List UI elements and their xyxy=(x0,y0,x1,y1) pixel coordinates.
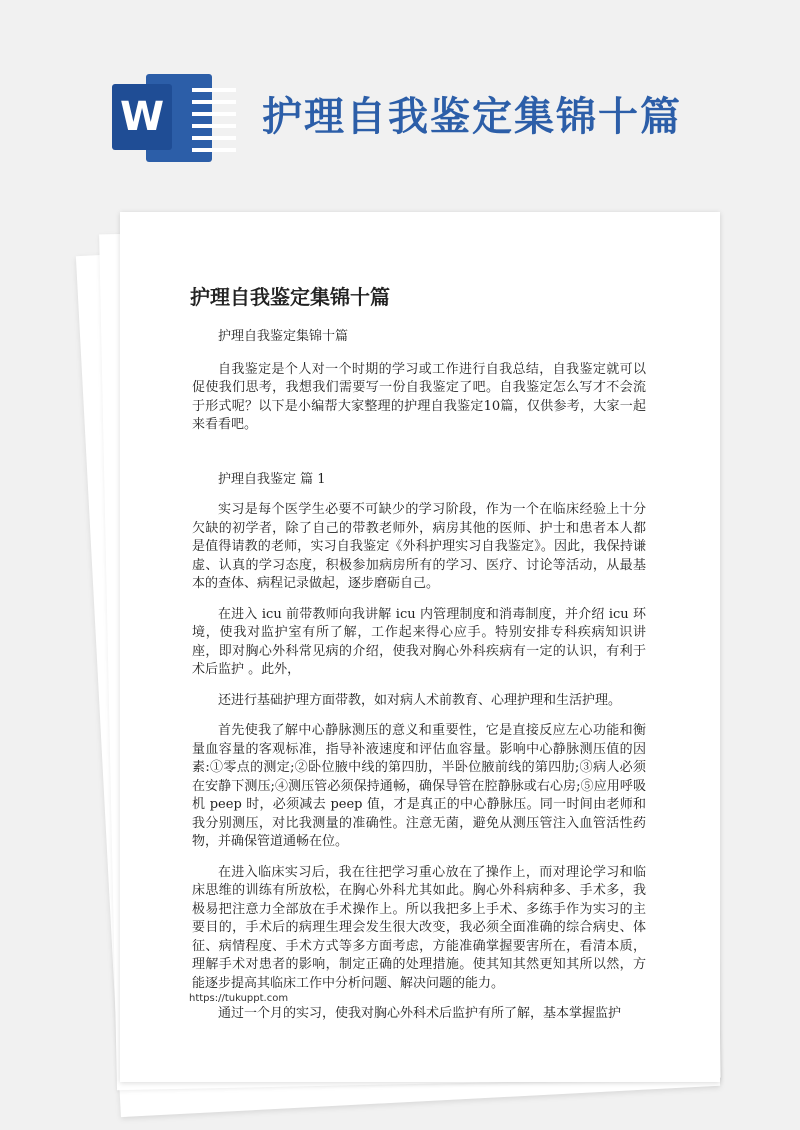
intro-paragraph: 自我鉴定是个人对一个时期的学习或工作进行自我总结，自我鉴定就可以促使我们思考，我想我们需要写一份自我鉴定了吧。自我鉴定怎么写才不会流于形式呢？以下是小编帮大家整理的护理自我鉴定10篇，仅供参考，大家一起来看看吧。 xyxy=(192,361,646,432)
section-heading: 护理自我鉴定 篇 1 xyxy=(218,471,326,487)
footer-url: https://tukuppt.com xyxy=(189,993,289,1004)
document-subtitle: 护理自我鉴定集锦十篇 xyxy=(218,329,349,344)
banner xyxy=(0,0,800,190)
body-paragraph: 还进行基础护理方面带教，如对病人术前教育、心理护理和生活护理。 xyxy=(218,692,622,708)
body-paragraph: 在进入临床实习后，我在往把学习重心放在了操作上，而对理论学习和临床思维的训练有所放松，在胸心外科尤其如此。胸心外科病种多、手术多，我极易把注意力全部放在手术操作上。所以我把多上手术、多练手作为实习的主要目的，手术后的病理生理会发生很大改变，我必须全面准确的综合病史、体征、病情程度、手术方式等多方面考虑，方能准确掌握要害所在，看清本质，理解手术对患者的影响，制定正确的处理措施。使其知其然更知其所以然，方能逐步提高其临床工作中分析问题、解决问题的能力。 xyxy=(192,864,646,991)
word-logo-letter: W xyxy=(112,84,172,150)
body-paragraph: 在进入 icu 前带教师向我讲解 icu 内管理制度和消毒制度，并介绍 icu 环境，使我对监护室有所了解，工作起来得心应手。特别安排专科疾病知识讲座，即对胸心外科常见病的介绍，使我对胸心外科疾病有一定的认识，有利于术后监护 。此外， xyxy=(192,606,646,677)
body-paragraph: 通过一个月的实习，使我对胸心外科术后监护有所了解，基本掌握监护 xyxy=(218,1006,622,1021)
document-body xyxy=(192,328,646,1036)
banner-title: 护理自我鉴定集锦十篇 xyxy=(262,94,682,140)
body-paragraph: 实习是每个医学生必要不可缺少的学习阶段，作为一个在临床经验上十分欠缺的初学者，除了自己的带教老师外，病房其他的医师、护士和患者本人都是值得请教的老师，实习自我鉴定《外科护理实习自我鉴定》。因此，我保持谦虚、认真的学习态度，积极参加病房所有的学习、医疗、讨论等活动，从最基本的查体、病程记录做起，逐步磨砺自己。 xyxy=(192,502,646,591)
word-icon xyxy=(112,74,212,162)
document-page xyxy=(120,212,720,1082)
document-title: 护理自我鉴定集锦十篇 xyxy=(190,285,390,309)
body-paragraph: 首先使我了解中心静脉测压的意义和重要性，它是直接反应左心功能和衡量血容量的客观标准，指导补液速度和评估血容量。影响中心静脉测压值的因素:①零点的测定;②卧位腋中线的第四肋，半卧位腋前线的第四肋;③病人必须在安静下测压;④测压管必须保持通畅，确保导管在腔静脉或右心房;⑤应用呼吸机 peep 时，必须减去 peep 值，才是真正的中心静脉压。同一时间由老师和我分别测压，对比我测量的准确性。注意无菌，避免从测压管注入血管活性药物，并确保管道通畅在位。 xyxy=(192,723,646,849)
